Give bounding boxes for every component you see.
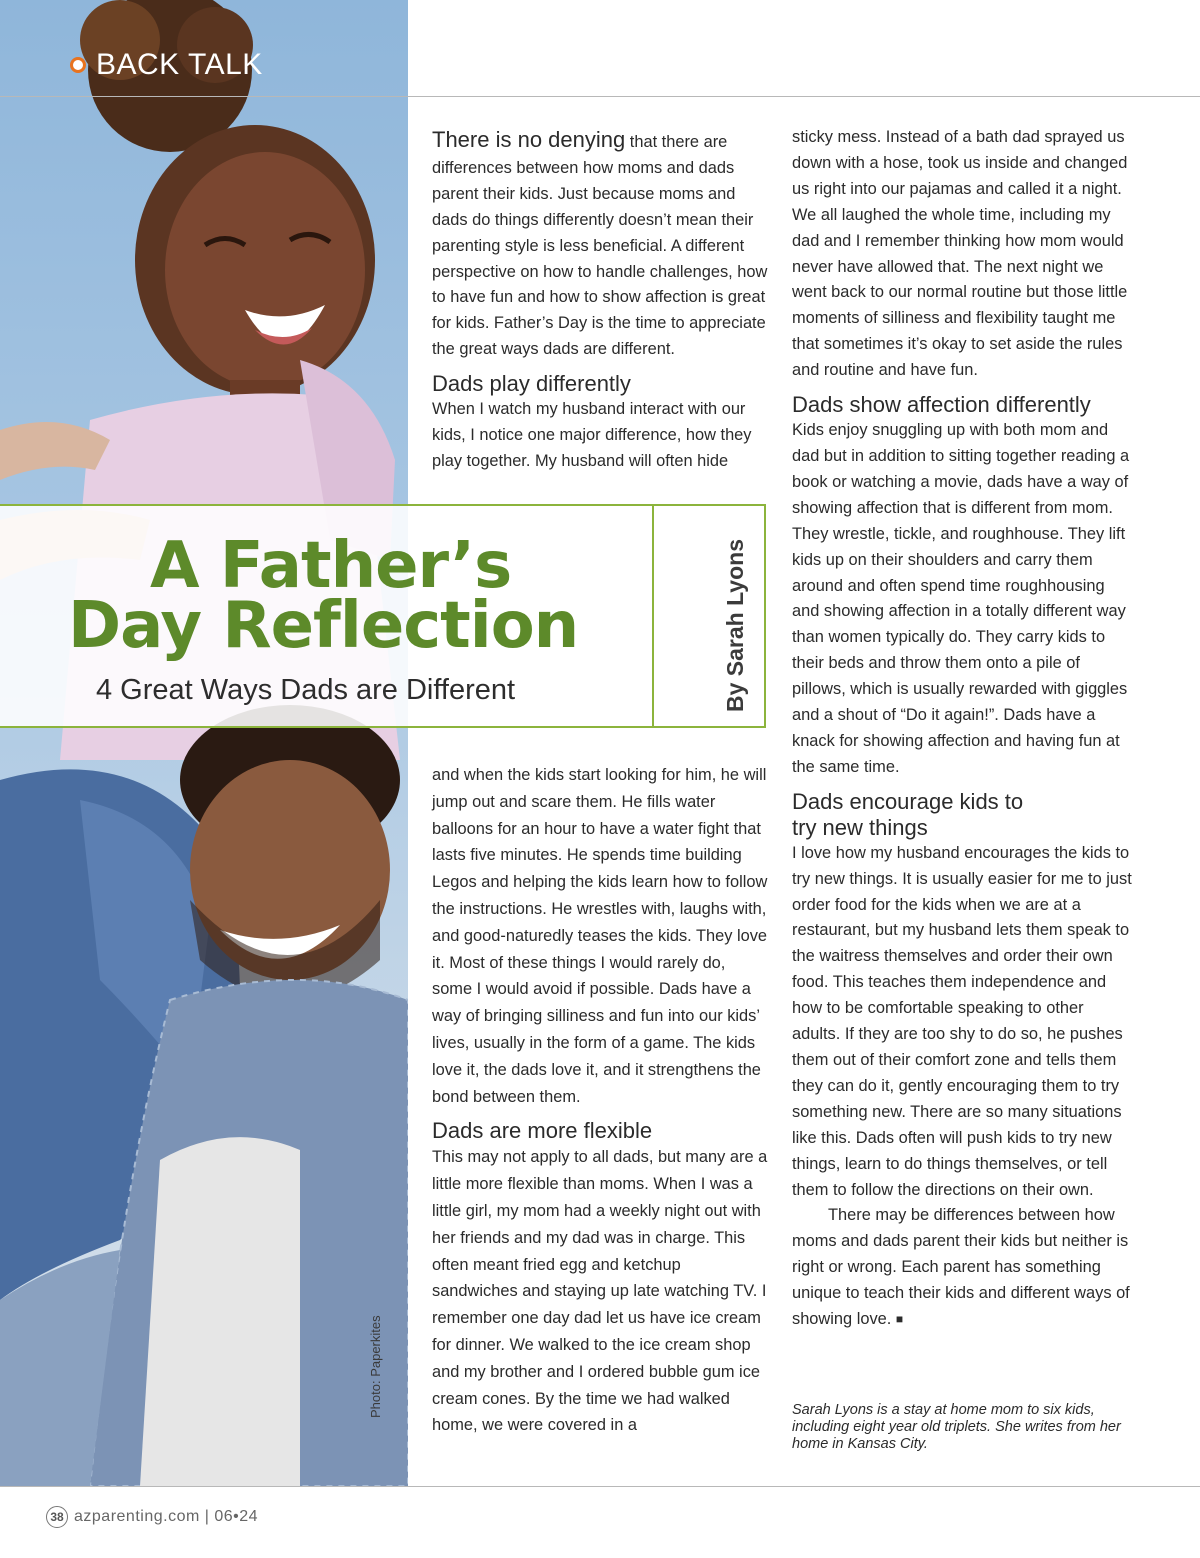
byline: By Sarah Lyons [722,539,748,712]
article-title-line1: A Father’s [150,529,512,603]
author-bio: Sarah Lyons is a stay at home mom to six kids, including eight year old triplets. She writes from her home in Kansas City. [792,1402,1121,1452]
heading-new-things: Dads encourage kids to try new things [792,788,1024,840]
column1-top [432,127,768,475]
lead-in: There is no denying [432,127,626,152]
paragraph-play-cont: and when the kids start looking for him, he will jump out and scare them. He fills water balloons for an hour to have a water fight that lasts five minutes. He spends time building Legos and helping the kids learn how to follow the instructions. He wrestles with, laughs with, and good-naturedly teases the kids. They love it. Most of these things I would rarely do, some I would avoid if possible. Dads have a way of bringing silliness and fun into our kids’ lives, usually in the form of a game. The kids love it, the dads love it, and it strengthens the bond between them. [432,766,768,1106]
photo-illustration [0,0,408,1486]
photo-credit: Photo: Paperkites [368,1315,383,1418]
section-tag [70,48,263,82]
heading-affection: Dads show affection differently [792,392,1091,418]
paragraph-flexible: This may not apply to all dads, but many are a little more flexible than moms. When I was a little girl, my mom had a weekly night out with her friends and my dad was in charge. This often meant fried egg and ketchup sandwiches and staying up late watching TV. I remember one day dad let us have ice cream for dinner. We walked to the ice cream shop and my brother and I ordered bubble gum ice cream cones. By the time we had walked home, we were covered in a [432,1148,768,1435]
end-mark: ■ [895,1312,904,1327]
heading-flexible: Dads are more flexible [432,1118,653,1144]
section-label: BACK TALK [96,48,263,81]
paragraph-play: When I watch my husband interact with our kids, I notice one major difference, how they play together. My husband will often hide [432,400,752,470]
footer-text: azparenting.com | 06•24 [74,1508,259,1525]
paragraph-flexible-cont: sticky mess. Instead of a bath dad sprayed us down with a hose, took us inside and changed us right into our pajamas and called it a night. We all laughed the whole time, including my dad and I remember thinking how mom would never have allowed that. The next night we went back to our normal routine but those little moments of silliness and flexibility taught me that sometimes it’s okay to set aside the rules and routine and have fun. [792,128,1128,380]
top-rule [0,96,1200,97]
intro-text: that there are differences between how moms and dads parent their kids. Just because moms and dads do things differently doesn’t mean their parenting style is less beneficial. A different perspective on how to handle challenges, how to have fun and how to show affection is great for kids. Father’s Day is the time to appreciate the great ways dads are different. [432,133,768,359]
paragraph-affection: Kids enjoy snuggling up with both mom and dad but in addition to sitting together reading a book or watching a movie, dads have a way of showing affection that is different from mom. They wrestle, tickle, and roughhouse. They lift kids up on their shoulders and carry them around and often spend time roughhousing and showing affection in a totally different way than women typically do. They carry kids to their beds and throw them onto a pile of pillows, which is usually rewarded with giggles and a shout of “Do it again!”. Dads have a knack for showing affection and having fun at the same time. [792,421,1130,776]
hero-photo [0,0,408,1486]
closing-text: There may be differences between how moms and dads parent their kids but neither is right or wrong. Each parent has something unique to teach their kids and different ways of showing love. [792,1206,1130,1329]
column2 [792,125,1132,1333]
bullet-icon [70,57,86,73]
article-title-line2: Day Reflection [68,589,579,663]
bottom-rule [0,1486,1200,1487]
intro-paragraph [432,127,768,363]
column1-bottom [432,762,768,1439]
heading-play: Dads play differently [432,371,631,397]
title-box [0,504,766,728]
page-footer [46,1506,258,1528]
paragraph-new-things: I love how my husband encourages the kids to try new things. It is usually easier for me to just order food for the kids when we are at a restaurant, but my husband lets them speak to the waitress themselves and order their own food. This teaches them independence and how to be comfortable speaking to other adults. If they are too shy to do so, he pushes them out of their comfort zone and tells them they can do it, gently encouraging them to try something new. There are so many situations like this. Dads often will push kids to try new things, learn to do things themselves, or tell them to follow the directions on their own. [792,843,1132,1199]
title-divider [652,506,654,726]
page-number: 38 [46,1506,68,1528]
article-subtitle: 4 Great Ways Dads are Different [96,674,516,706]
paragraph-closing [792,1203,1132,1333]
